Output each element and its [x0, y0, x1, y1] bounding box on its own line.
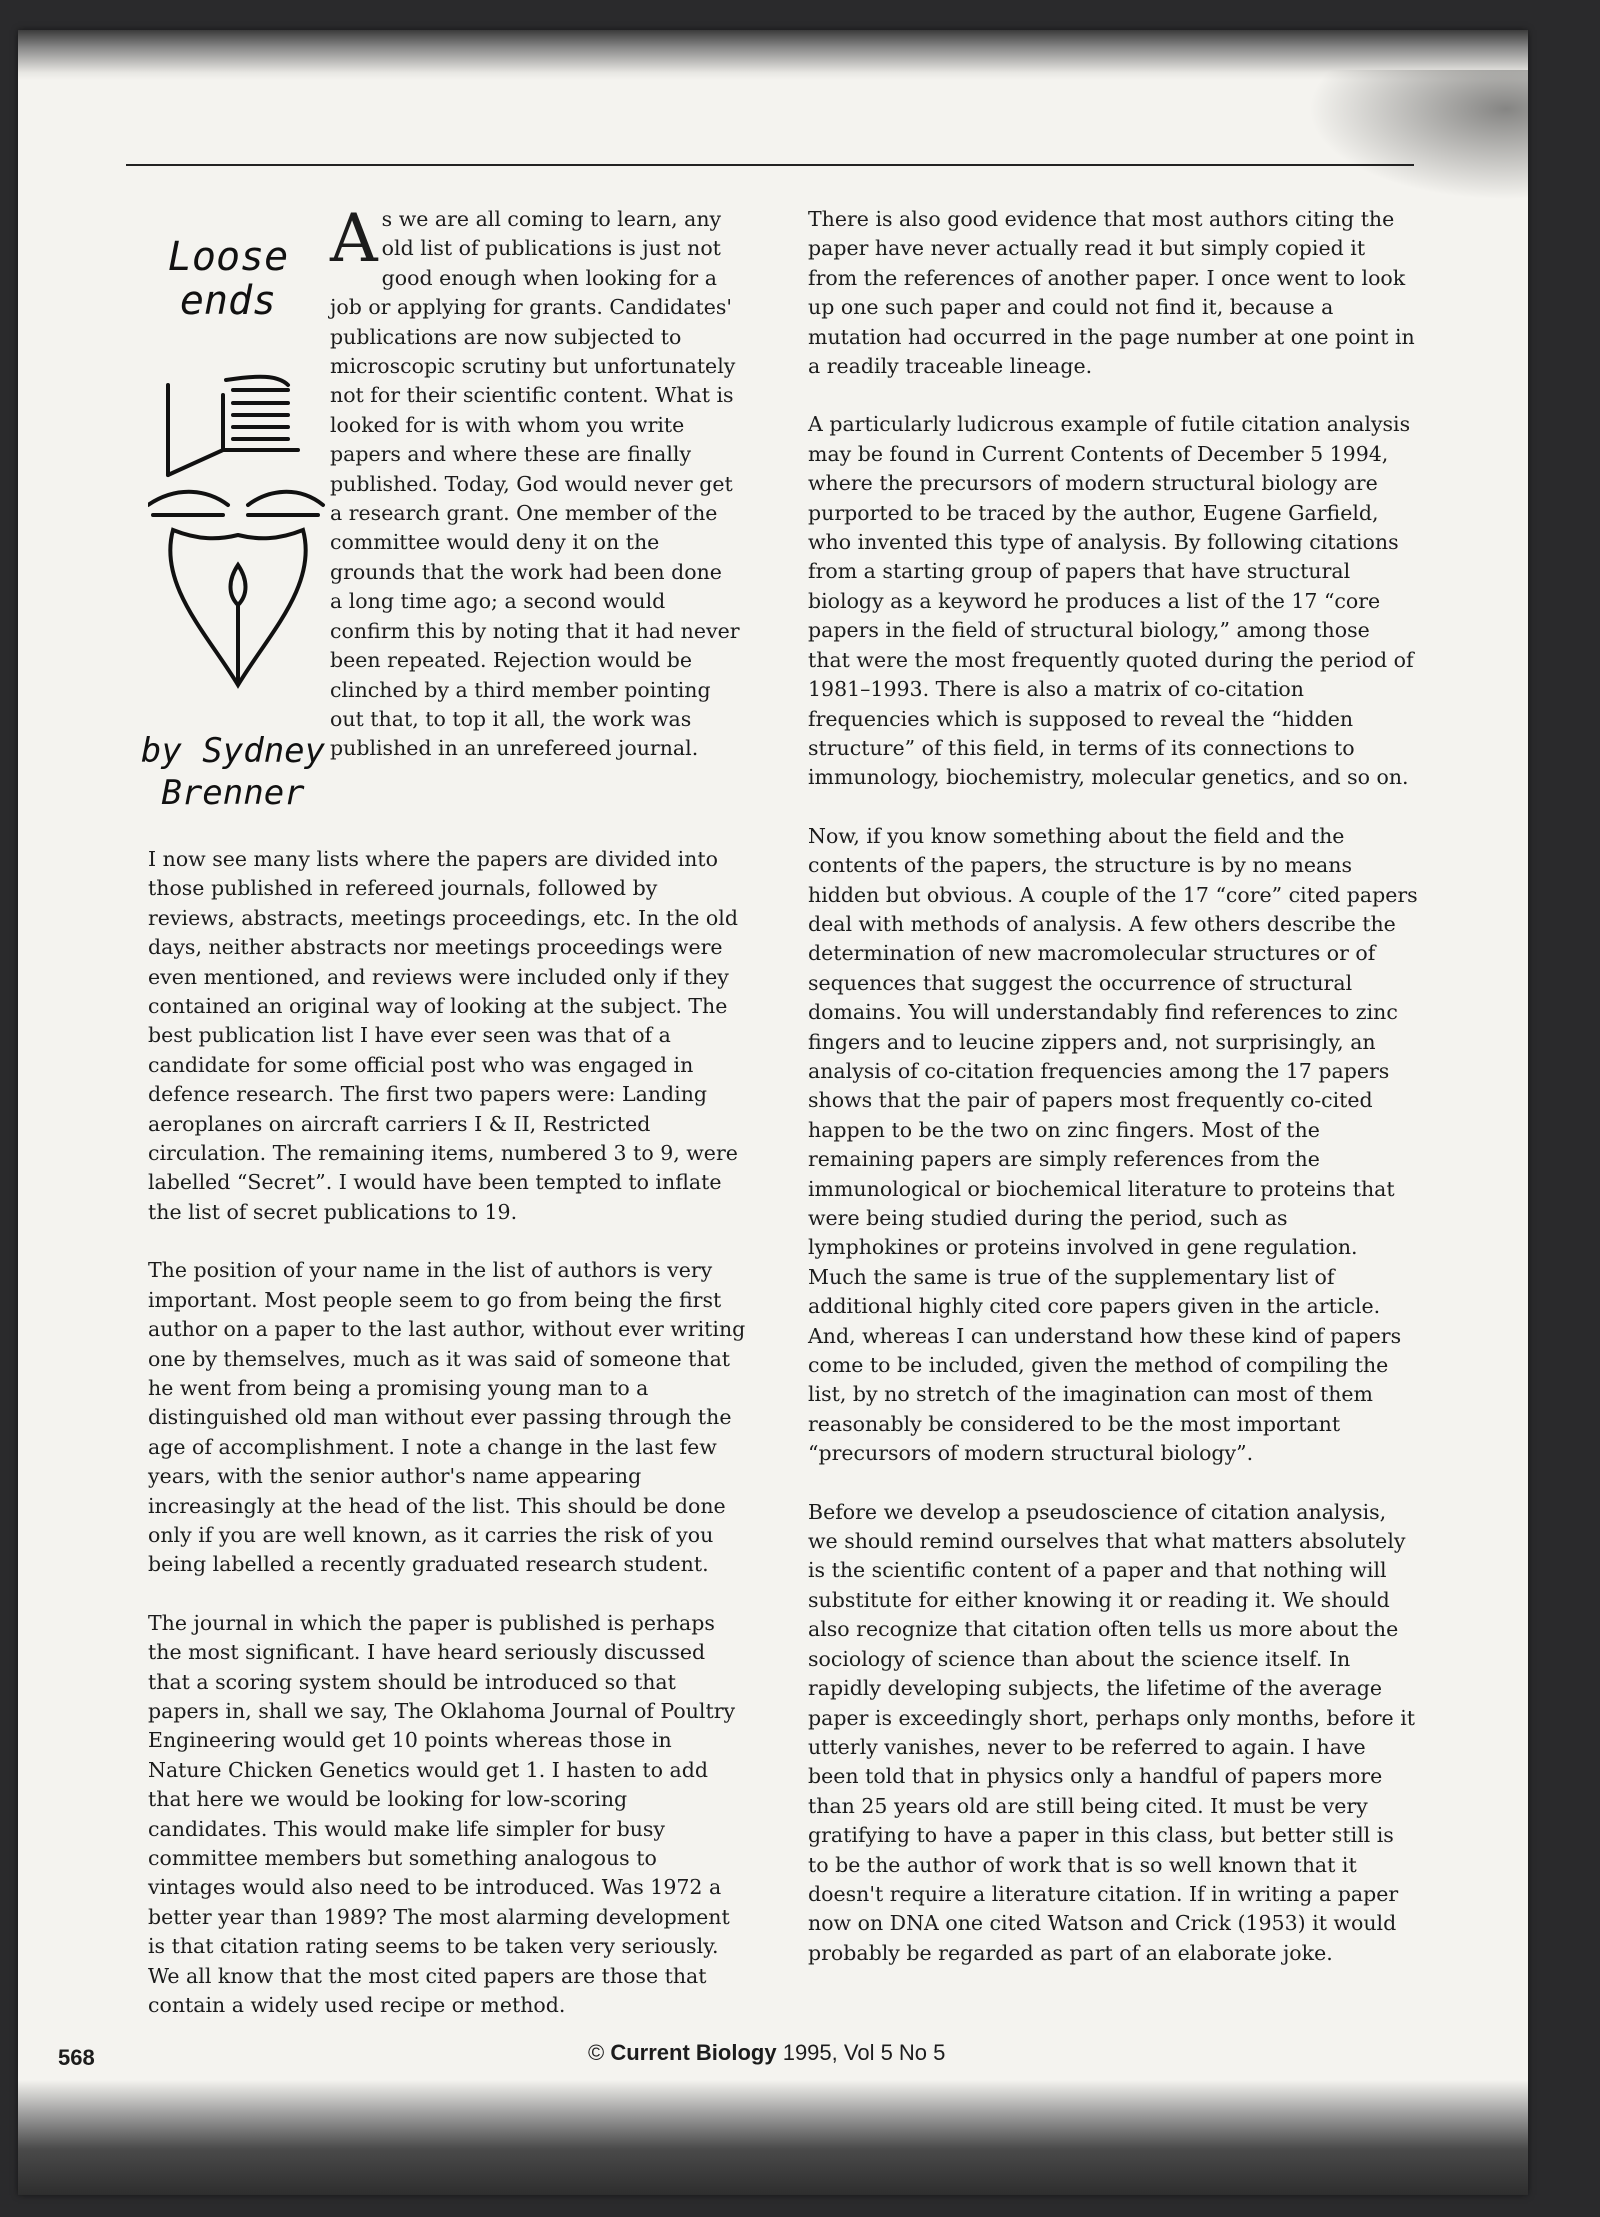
- paragraph: The position of your name in the list of authors is very important. Most people seem to go from being the first author on a paper to the last author, without ever writing one by themselves, much as it was said of someone that he went from being a promising young man to a distinguished old man without ever passing through the age of accomplishment. I note a change in the last few years, with the senior author's name appearing increasingly at the head of the list. This should be done only if you are well known, as it carries the risk of you being labelled a recently graduated research student.: [148, 1258, 746, 1577]
- paragraph: A particularly ludicrous example of futile citation analysis may be found in Current Contents of December 5 1994, where the precursors of modern structural biology are purported to be traced by the author, Eugene Garfield, who invented this type of analysis. By following citations from a starting group of papers that have structural biology as a keyword he produces a list of the 17 “core papers in the field of structural biology,” among those that were the most frequently quoted during the period of 1981–1993. There is also a matrix of co-citation frequencies which is supposed to reveal the “hidden structure” of this field, in terms of its connections to immunology, biochemistry, molecular genetics, and so on.: [808, 412, 1414, 790]
- fountain-pen-face-icon: [148, 365, 328, 695]
- journal-name: Current Biology: [610, 2040, 777, 2065]
- paragraph: The journal in which the paper is published is perhaps the most significant. I have heard seriously discussed that a scoring system should be introduced so that papers in, shall we say, The Oklahoma Journal of Poultry Engineering would get 10 points whereas those in Nature Chicken Genetics would get 1. I hasten to add that here we would be looking for low-scoring candidates. This would make life simpler for busy committee members but something analogous to vintages would also need to be introduced. Was 1972 a better year than 1989? The most alarming development is that citation rating seems to be taken very seriously. We all know that the most cited papers are those that contain a widely used recipe or method.: [148, 1610, 736, 2018]
- column-title: Loose ends: [167, 234, 289, 324]
- article-intro: [330, 200, 740, 793]
- page-number: 568: [58, 2045, 95, 2070]
- paragraph: Now, if you know something about the field and the contents of the papers, the structure is by no means hidden but obvious. A couple of the 17 “core” cited papers deal with methods of analysis. A few others describe the determination of new macromolecular structures or of sequences that suggest the occurrence of structural domains. You will understandably find references to zinc fingers and to leucine zippers and, not surprisingly, an analysis of co-citation frequencies among the 17 papers shows that the pair of papers most frequently co-cited happen to be the two on zinc fingers. Most of the remaining papers are simply references from the immunological or biochemical literature to proteins that were being studied during the period, such as lymphokines or proteins involved in gene regulation. Much the same is true of the supplementary list of additional highly cited core papers given in the article. And, whereas I can understand how these kind of papers come to be included, given the method of compiling the list, by no stretch of the imagination can most of them reasonably be considered to be the most important “precursors of modern structural biology”.: [808, 823, 1418, 1466]
- scanned-page: [18, 30, 1528, 2195]
- article-right-column: [808, 205, 1418, 1997]
- journal-credit: © Current Biology 1995, Vol 5 No 5: [588, 2040, 946, 2065]
- paragraph: Before we develop a pseudoscience of citation analysis, we should remind ourselves that what matters absolutely is the scientific content of a paper and that nothing will substitute for either knowing it or reading it. We should also recognize that citation often tells us more about the sociology of science than about the science itself. In rapidly developing subjects, the lifetime of the average paper is exceedingly short, perhaps only months, before it utterly vanishes, never to be referred to again. I have been told that in physics only a handful of papers more than 25 years old are still being cited. It must be very gratifying to have a paper in this class, but better still is to be the author of work that is so well known that it doesn't require a literature citation. If in writing a paper now on DNA one cited Watson and Crick (1953) it would probably be regarded as part of an elaborate joke.: [808, 1499, 1415, 1965]
- journal-issue: 1995, Vol 5 No 5: [782, 2040, 946, 2065]
- scan-shadow: [1308, 70, 1528, 200]
- scan-edge-top: [18, 30, 1528, 80]
- drop-cap: A: [330, 200, 378, 277]
- article-left-column: [148, 845, 748, 2049]
- byline: by Sydney Brenner: [140, 731, 326, 813]
- paragraph: I now see many lists where the papers are divided into those published in refereed journals, followed by reviews, abstracts, meetings proceedings, etc. In the old days, neither abstracts nor meetings proceedings were even mentioned, and reviews were included only if they contained an original way of looking at the subject. The best publication list I have ever seen was that of a candidate for some official post who was engaged in defence research. The first two papers were: Landing aeroplanes on aircraft carriers I & II, Restricted circulation. The remaining items, numbered 3 to 9, were labelled “Secret”. I would have been tempted to inflate the list of secret publications to 19.: [148, 847, 738, 1224]
- paragraph: As we are all coming to learn, any old list of publications is just not good enough when looking for a job or applying for grants. Candidates' publications are now subjected to microscopic scrutiny but unfortunately not for their scientific content. What is looked for is with whom you write papers and where these are finally published. Today, God would never get a research grant. One member of the committee would deny it on the grounds that the work had been done a long time ago; a second would confirm this by noting that it had never been repeated. Rejection would be clinched by a third member pointing out that, to top it all, the work was published in an unrefereed journal.: [330, 200, 740, 761]
- paragraph: There is also good evidence that most authors citing the paper have never actually read it but simply copied it from the references of another paper. I once went to look up one such paper and could not find it, because a mutation had occurred in the page number at one point in a readily traceable lineage.: [808, 207, 1415, 379]
- scan-edge-bottom: [18, 2080, 1528, 2195]
- header-rule: [126, 164, 1414, 166]
